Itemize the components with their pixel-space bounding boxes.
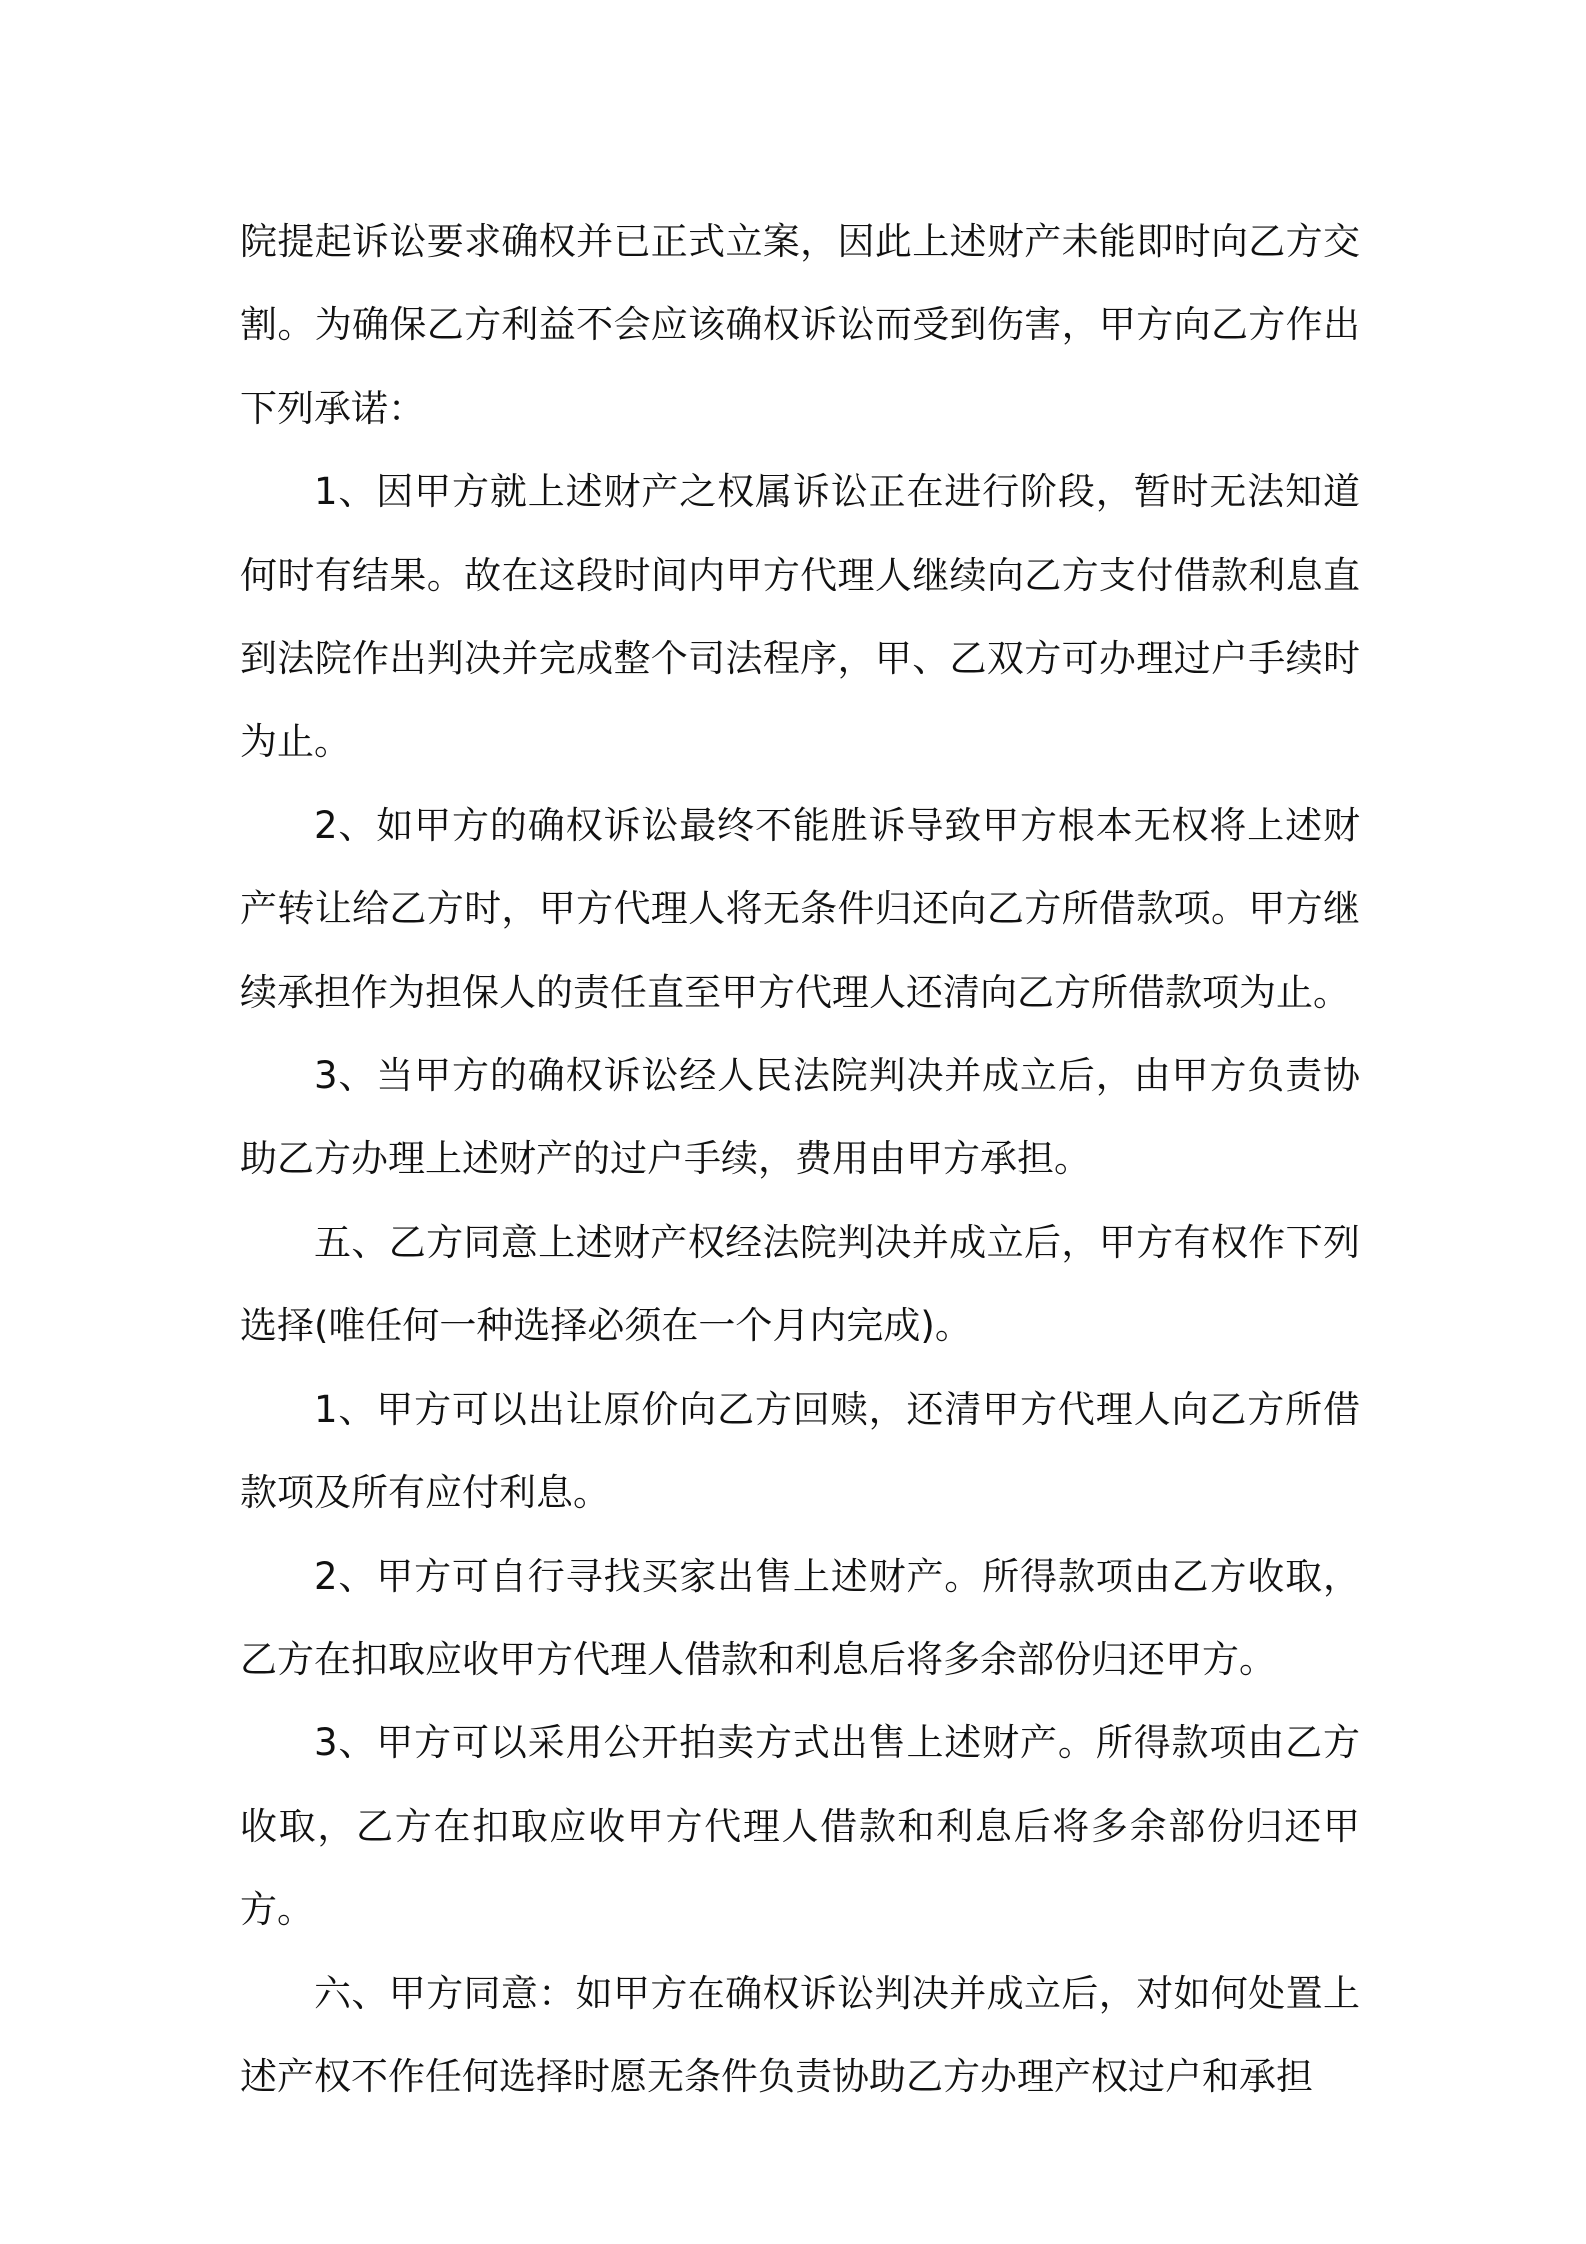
- paragraph-continuation: 院提起诉讼要求确权并已正式立案，因此上述财产未能即时向乙方交割。为确保乙方利益不会应该确权诉讼而受到伤害，甲方向乙方作出下列承诺：: [240, 220, 1360, 430]
- paragraph-option-2: 2、甲方可自行寻找买家出售上述财产。所得款项由乙方收取，乙方在扣取应收甲方代理人借款和利息后将多余部份归还甲方。: [240, 1554, 1360, 1681]
- paragraph-option-3: 3、甲方可以采用公开拍卖方式出售上述财产。所得款项由乙方收取，乙方在扣取应收甲方代理人借款和利息后将多余部份归还甲方。: [240, 1721, 1360, 1932]
- paragraph-item-1: 1、因甲方就上述财产之权属诉讼正在进行阶段，暂时无法知道何时有结果。故在这段时间内甲方代理人继续向乙方支付借款利息直到法院作出判决并完成整个司法程序，甲、乙双方可办理过户手续时为止。: [240, 470, 1360, 764]
- document-body: [240, 200, 1360, 2118]
- paragraph-section-6: 六、甲方同意：如甲方在确权诉讼判决并成立后，对如何处置上述产权不作任何选择时愿无条件负责协助乙方办理产权过户和承担: [240, 1971, 1360, 2098]
- paragraph-option-1: 1、甲方可以出让原价向乙方回赎，还清甲方代理人向乙方所借款项及所有应付利息。: [240, 1387, 1360, 1515]
- paragraph-section-5: 五、乙方同意上述财产权经法院判决并成立后，甲方有权作下列选择(唯任何一种选择必须在一个月内完成)。: [240, 1220, 1360, 1348]
- paragraph-item-3: 3、当甲方的确权诉讼经人民法院判决并成立后，由甲方负责协助乙方办理上述财产的过户手续，费用由甲方承担。: [240, 1054, 1360, 1181]
- paragraph-item-2: 2、如甲方的确权诉讼最终不能胜诉导致甲方根本无权将上述财产转让给乙方时，甲方代理人将无条件归还向乙方所借款项。甲方继续承担作为担保人的责任直至甲方代理人还清向乙方所借款项为止。: [240, 803, 1360, 1014]
